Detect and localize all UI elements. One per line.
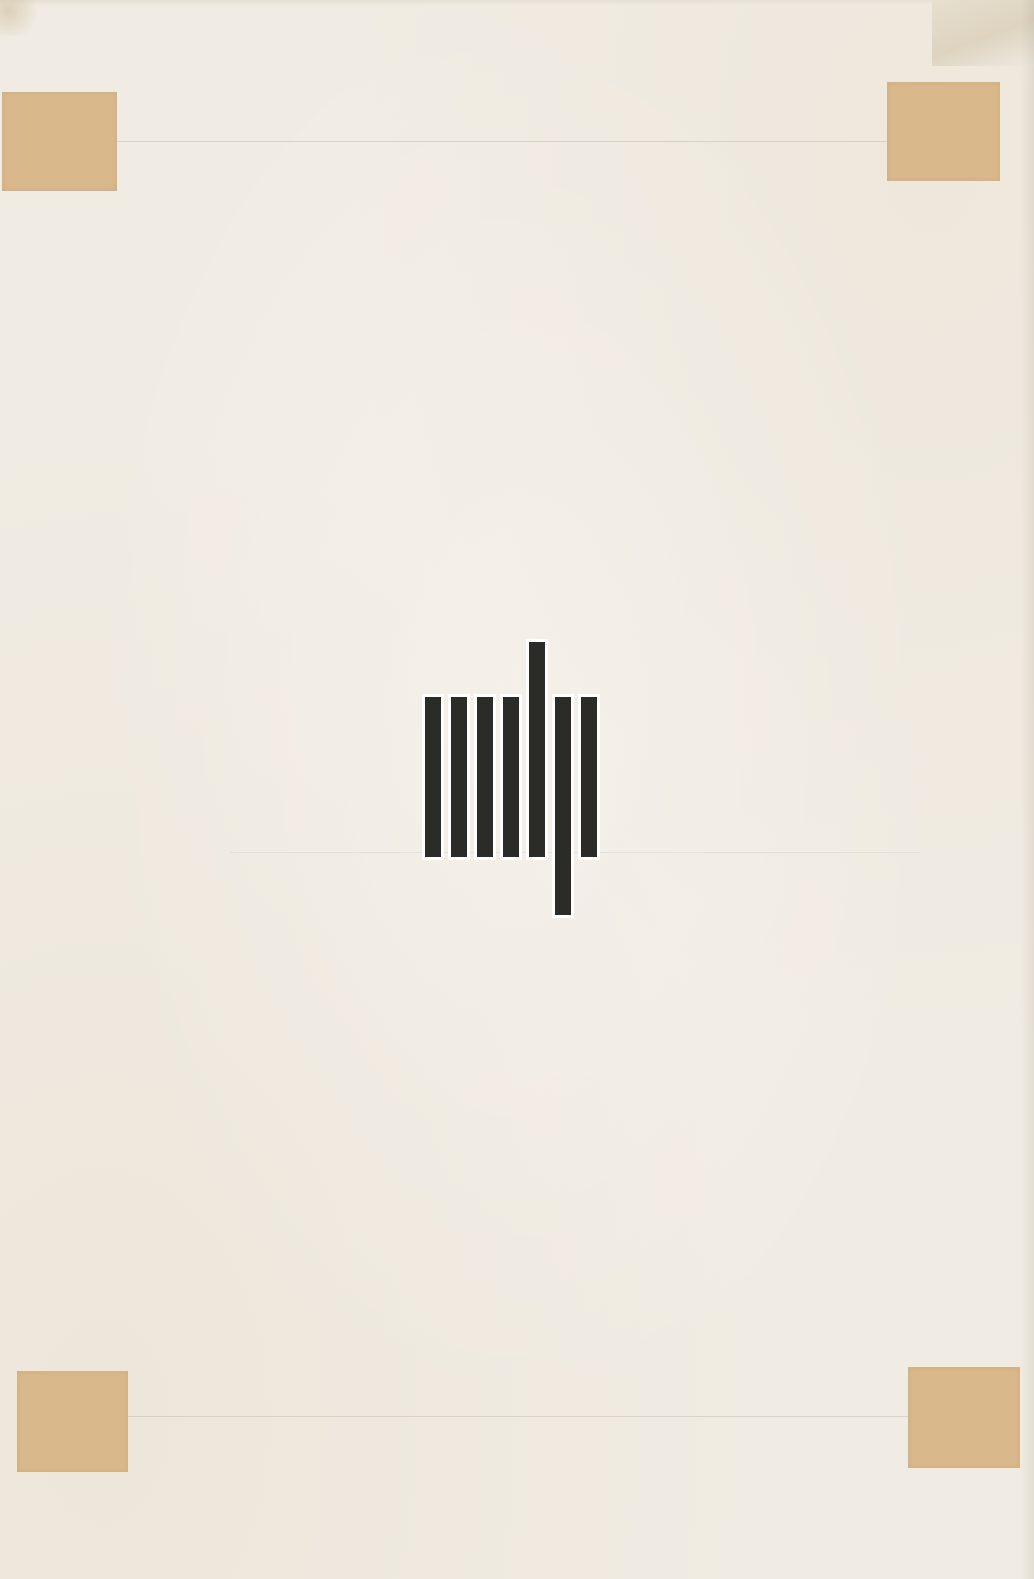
tape-top-left — [2, 92, 117, 191]
vertical-bars-logo-icon — [416, 636, 606, 926]
corner-smudge — [0, 0, 44, 36]
logo-bar-7 — [581, 697, 597, 857]
overlay-edge-top — [117, 141, 887, 142]
logo-bar-3 — [477, 697, 493, 857]
logo-bar-6 — [555, 697, 571, 915]
logo-bar-2 — [451, 697, 467, 857]
tape-bottom-left — [17, 1371, 128, 1472]
logo-bar-4 — [503, 697, 519, 857]
tape-bottom-right — [908, 1367, 1020, 1468]
overlay-edge-bottom — [128, 1416, 908, 1417]
logo-bar-5 — [529, 642, 545, 857]
top-edge — [0, 0, 1034, 6]
corner-fold — [932, 0, 1034, 66]
right-edge-shadow — [1020, 0, 1034, 1579]
logo-bar-1 — [425, 697, 441, 857]
tape-top-right — [887, 82, 1000, 181]
